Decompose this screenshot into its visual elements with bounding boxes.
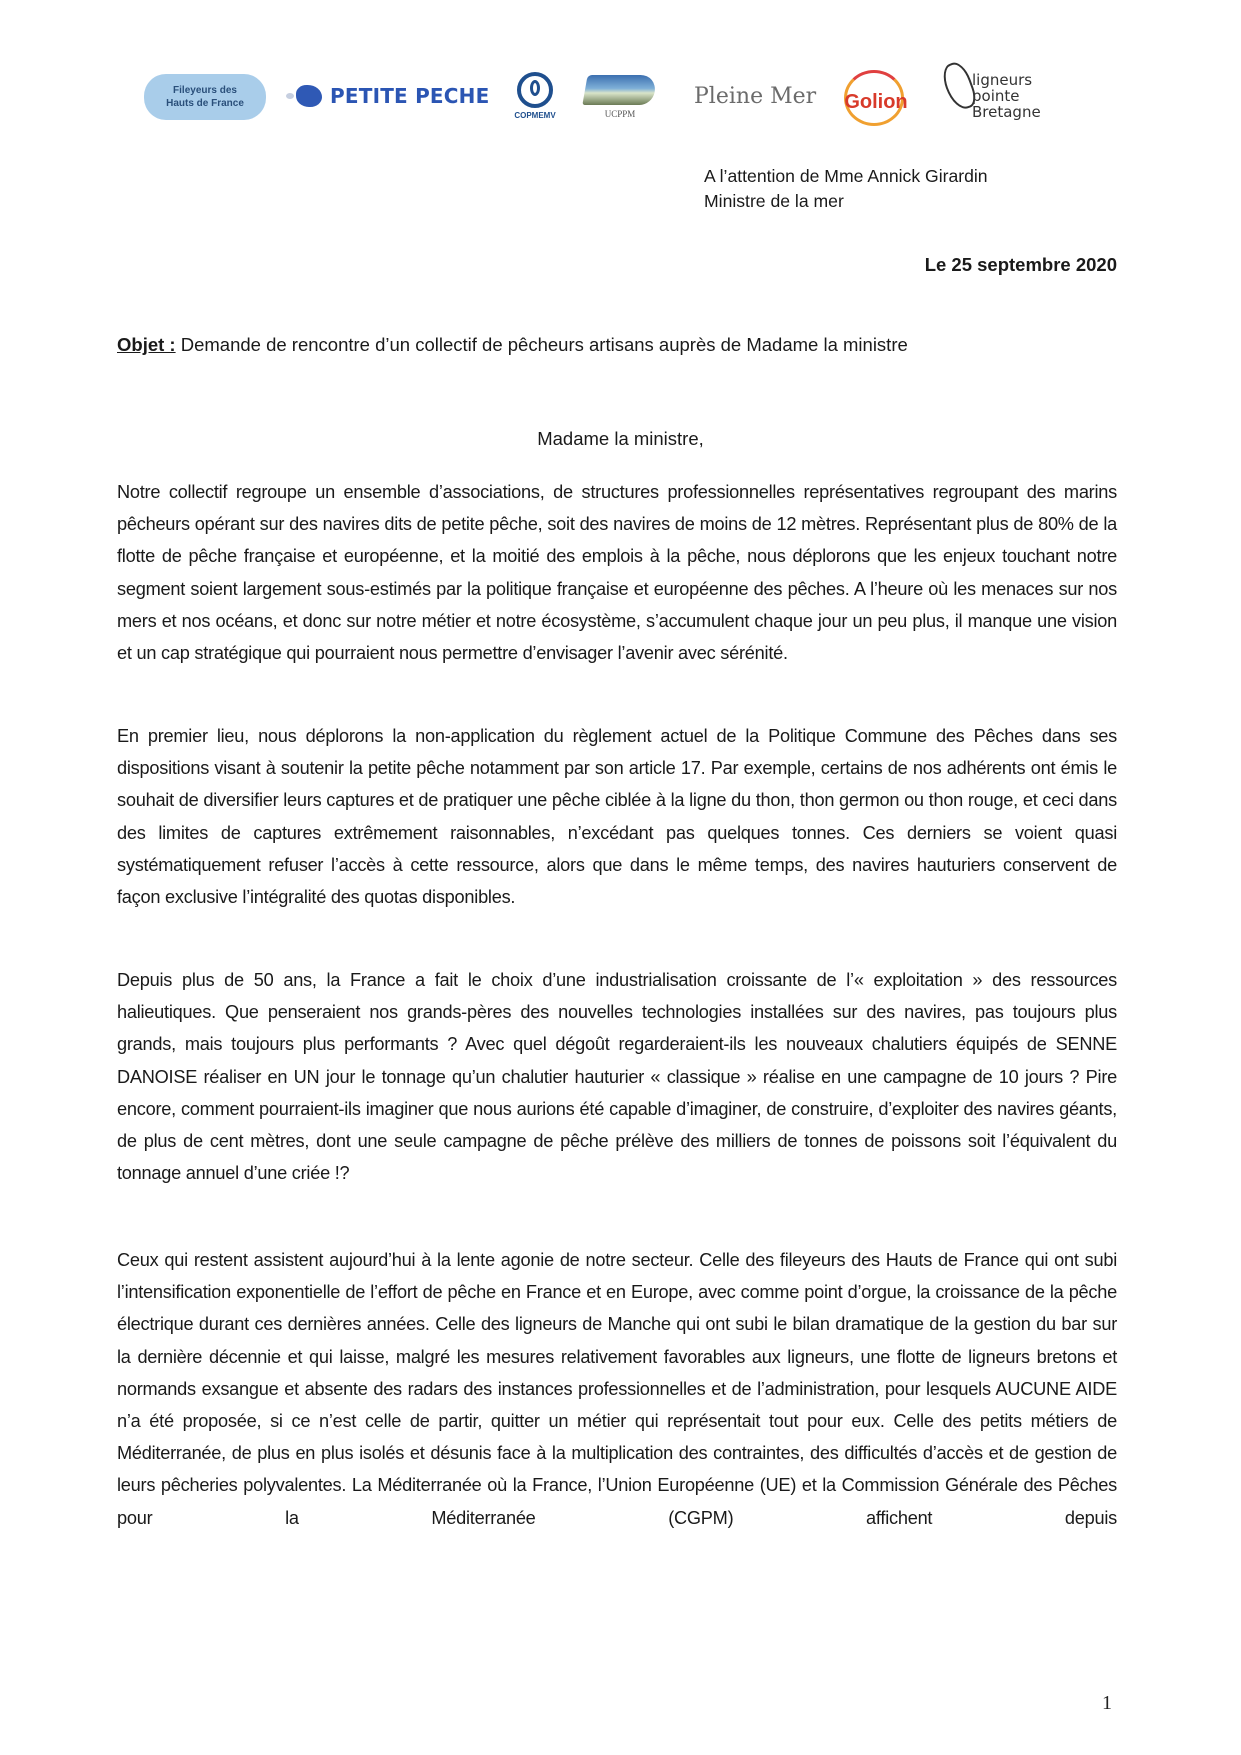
- logo-golion: [836, 60, 916, 130]
- body-paragraph-2: En premier lieu, nous déplorons la non-application du règlement actuel de la Politique Commune des Pêches dans ses dispositions visant à soutenir la petite pêche notamment par son article 17. Par exemple, certains de nos adhérents ont émis le souhait de diversifier leurs captures et de pratiquer une pêche ciblée à la ligne du thon, thon germon ou thon rouge, et ceci dans des limites de captures extrêmement raisonnables, n’excédant pas quelques tonnes. Ces derniers se voient quasi systématiquement refuser l’accès à cette ressource, alors que dans le même temps, des navires hauturiers conservent de façon exclusive l’intégralité des quotas disponibles.: [117, 726, 1117, 908]
- subject-line: [117, 334, 908, 356]
- logo-fileyeurs-hauts-de-france: [144, 74, 266, 120]
- subject-label: Objet :: [117, 334, 176, 355]
- logo-ligneurs-pointe-bretagne: [946, 60, 1041, 132]
- recipient-line1: A l’attention de Mme Annick Girardin: [704, 166, 988, 186]
- page-number: 1: [1102, 1692, 1112, 1714]
- logo-ligneurs-line1: ligneurs: [972, 71, 1033, 89]
- logo-golion-text: Golion: [844, 90, 908, 113]
- body-paragraph-4: Ceux qui restent assistent aujourd’hui à la lente agonie de notre secteur. Celle des fileyeurs des Hauts de France qui ont subi l’intensification exponentielle de l’effort de pêche en France et en Europe, avec comme point d’orgue, la croissance de la pêche électrique durant ces dernières années. Celle des ligneurs de Manche qui ont subi le bilan dramatique de la gestion du bar sur la dernière décennie et qui laisse, malgré les mesures relativement favorables aux ligneurs, une flotte de ligneurs bretons et normands exsangue et absente des radars des instances professionnelles et de l’administration, pour lesquels AUCUNE AIDE n’a été proposée, si ce n’est celle de partir, quitter un métier qui représentait tout pour eux. Celle des petits métiers de Méditerranée, de plus en plus isolés et désunis face à la multiplication des contraintes, des difficultés d’accès et de gestion de leurs pêcheries polyvalentes. La Méditerranée où la France, l’Union Européenne (UE) et la Commission Générale des Pêches pour la Méditerranée (CGPM) affichent depuis: [117, 1250, 1117, 1528]
- france-map-icon: [296, 85, 322, 107]
- logo-copmemv-text: COPMEMV: [514, 111, 556, 120]
- letter-date: Le 25 septembre 2020: [924, 254, 1117, 275]
- logo-ligneurs-line2: pointe: [972, 87, 1020, 105]
- body-paragraph-3: Depuis plus de 50 ans, la France a fait le choix d’une industrialisation croissante de l’« exploitation » des ressources halieutiques. Que penseraient nos grands-pères des nouvelles technologies installées sur des navires, pas toujours plus grands, mais toujours plus performants ? Avec quel dégoût regarderaient-ils les nouveaux chalutiers équipés de SENNE DANOISE réaliser en UN jour le tonnage qu’un chalutier hauturier « classique » réalise en une campagne de 10 jours ? Pire encore, comment pourraient-ils imaginer que nous aurions été capable d’imaginer, de construire, d’exploiter des navires géants, de plus de cent mètres, dont une seule campagne de pêche prélève des milliers de tonnes de poissons soit l’équivalent du tonnage annuel d’une criée !?: [117, 970, 1117, 1184]
- logo-fileyeurs-line1: Fileyeurs des: [173, 85, 237, 96]
- boat-icon: [582, 75, 657, 105]
- logo-copmemv: [510, 66, 560, 126]
- logo-pleine-mer: Pleine Mer: [694, 83, 817, 109]
- logo-fileyeurs-line2: Hauts de France: [166, 98, 244, 109]
- logo-ligneurs-text: [972, 72, 1041, 120]
- salutation: Madame la ministre,: [537, 428, 704, 449]
- body-paragraph-1: Notre collectif regroupe un ensemble d’associations, de structures professionnelles représentatives regroupant des marins pêcheurs opérant sur des navires dits de petite pêche, soit des navires de moins de 12 mètres. Représentant plus de 80% de la flotte de pêche française et européenne, et la moitié des emplois à la pêche, nous déplorons que les enjeux touchant notre segment soient largement sous-estimés par la politique française et européenne des pêches. A l’heure où les menaces sur nos mers et nos océans, et donc sur notre métier et notre écosystème, s’accumulent chaque jour un peu plus, il manque une vision et un cap stratégique qui pourraient nous permettre d’envisager l’avenir avec sérénité.: [117, 482, 1117, 664]
- logo-petite-peche-text: PETITE PECHE: [330, 84, 490, 108]
- partner-logos: [0, 56, 1241, 136]
- logo-ligneurs-line3: Bretagne: [972, 103, 1041, 121]
- recipient-block: [704, 164, 988, 214]
- logo-ucppm-text: UCPPM: [604, 109, 636, 119]
- subject-text: Demande de rencontre d’un collectif de pêcheurs artisans auprès de Madame la ministre: [175, 334, 908, 355]
- logo-petite-peche: [296, 76, 489, 116]
- logo-ucppm: [580, 68, 660, 126]
- fish-circle-icon: [517, 72, 553, 108]
- recipient-line2: Ministre de la mer: [704, 191, 844, 211]
